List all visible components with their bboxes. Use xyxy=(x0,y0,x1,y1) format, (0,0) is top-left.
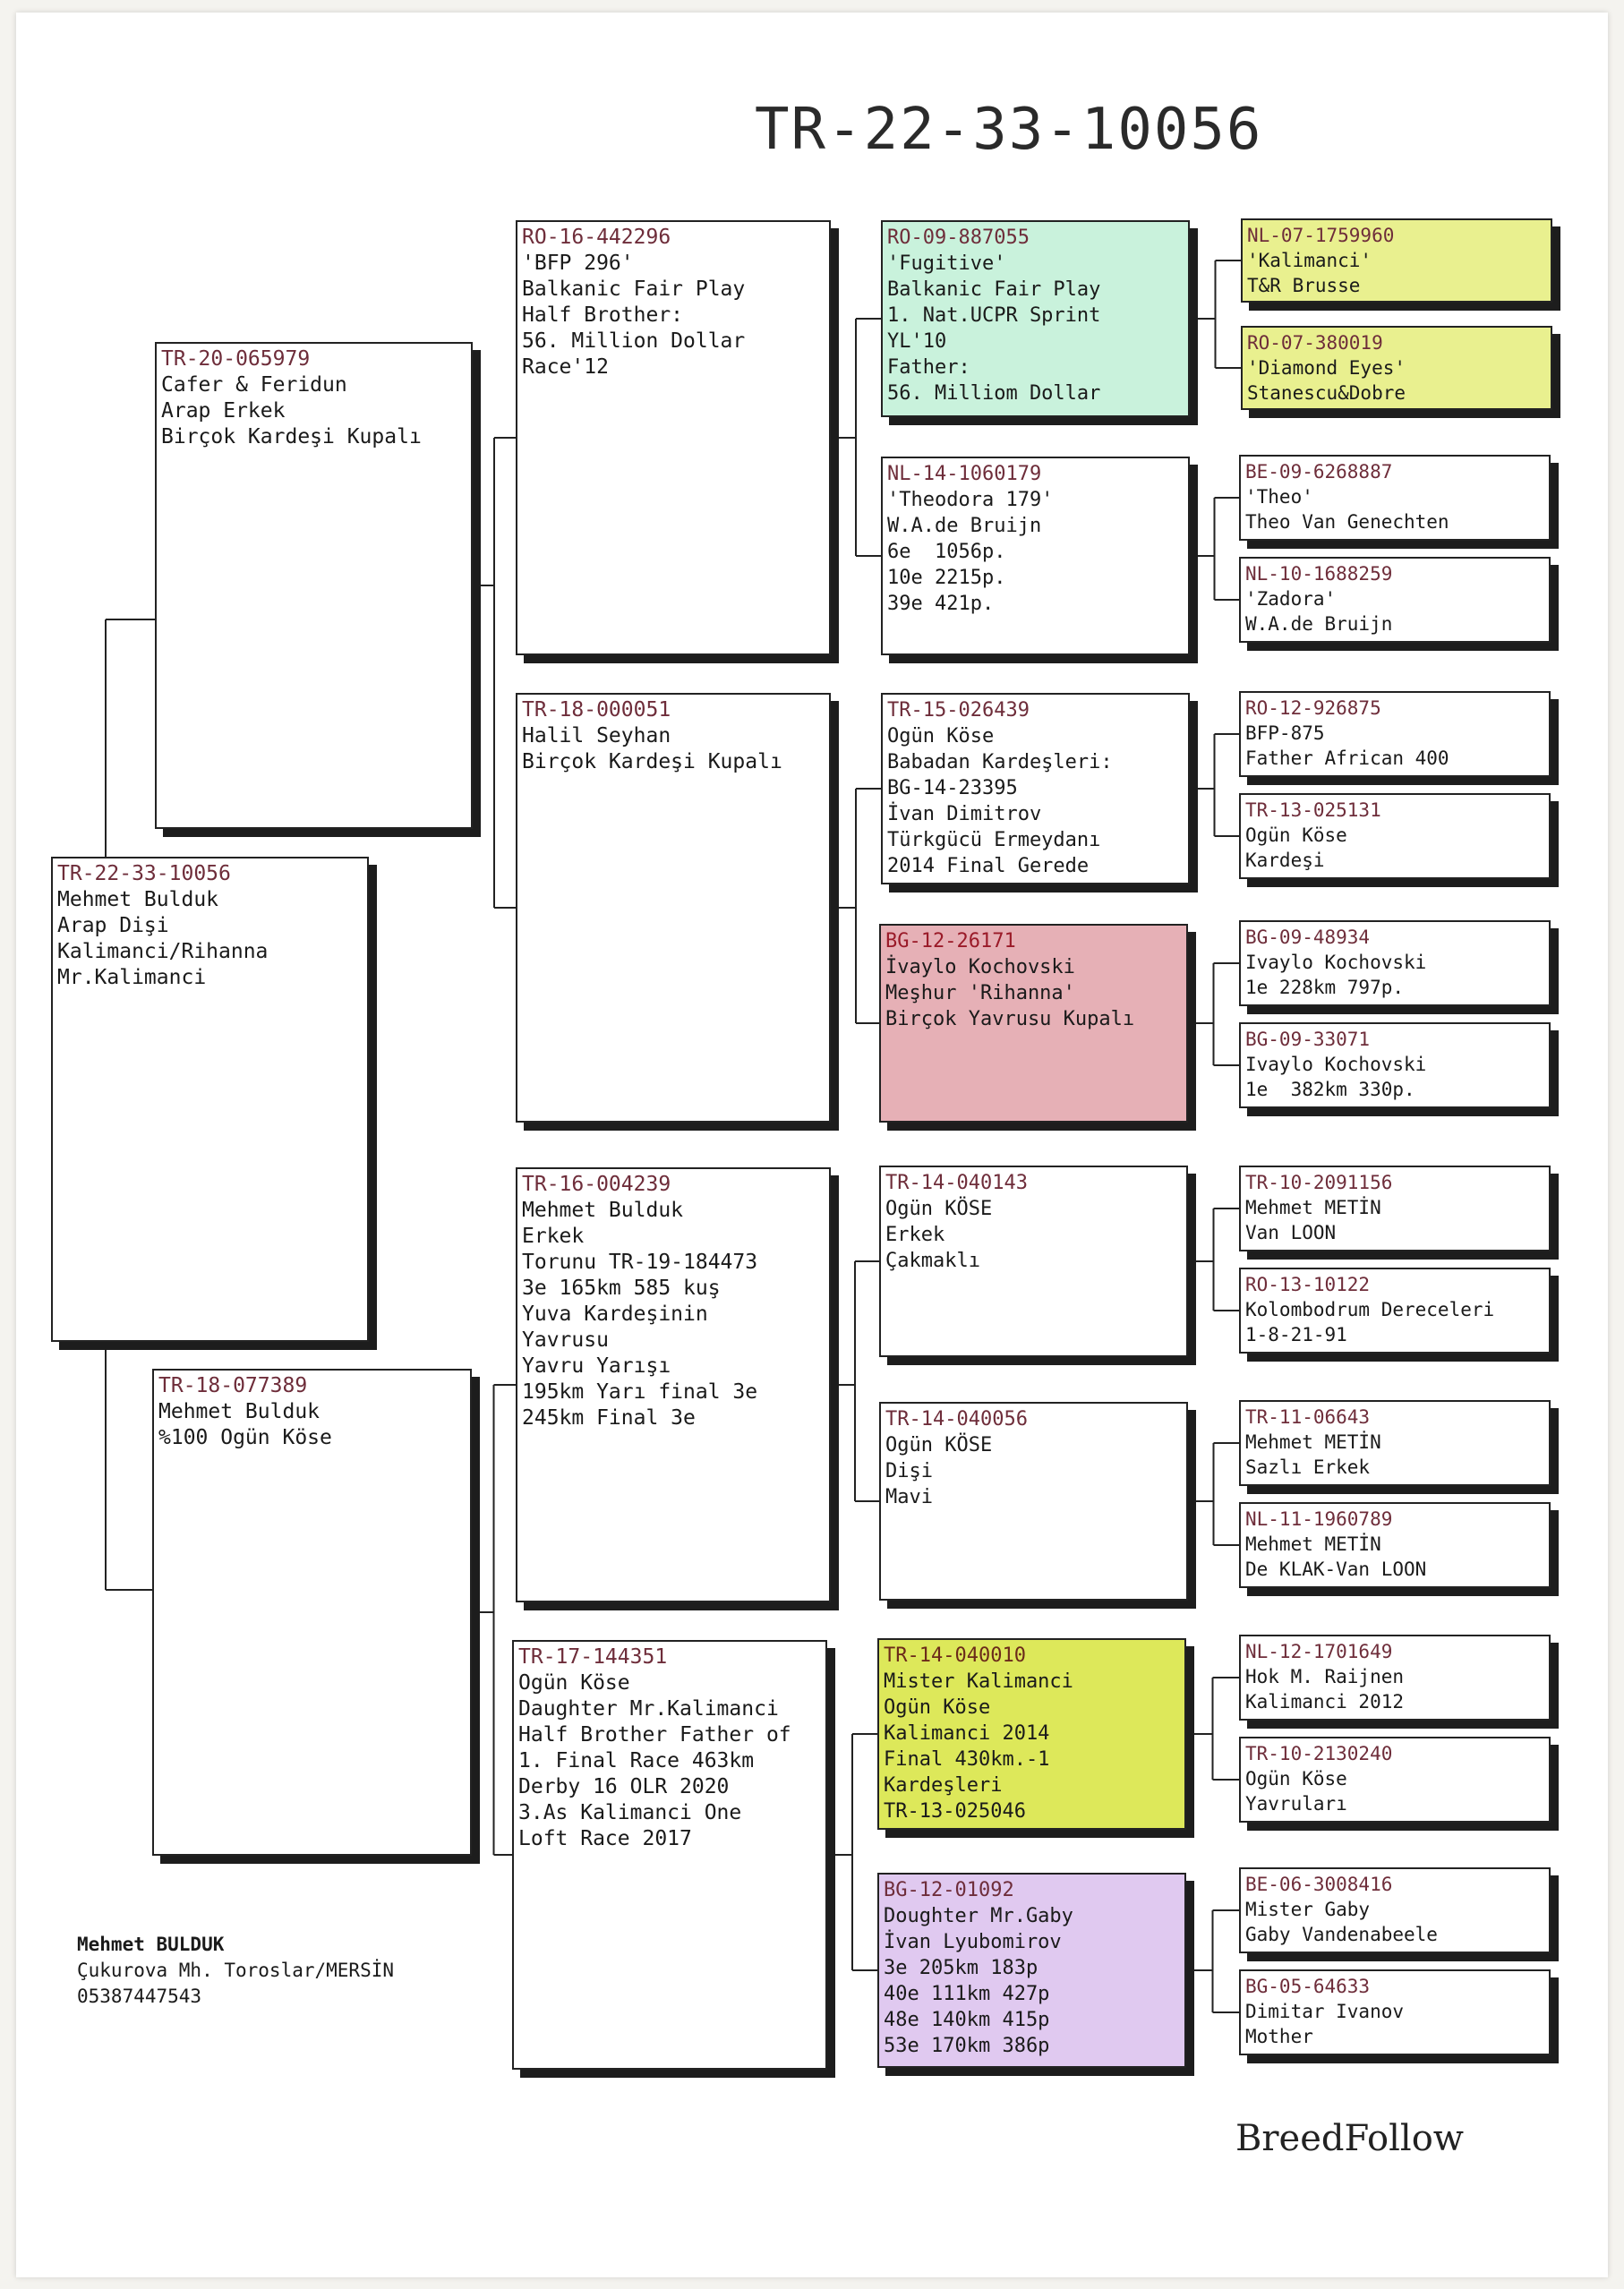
pedigree-line: Loft Race 2017 xyxy=(518,1827,692,1850)
pedigree-line: Final 430km.-1 xyxy=(884,1748,1050,1771)
pedigree-line: Kalimanci 2014 xyxy=(884,1722,1050,1745)
gg-grandparent-card xyxy=(1241,326,1552,410)
pedigree-line: Kalimanci 2012 xyxy=(1245,1691,1405,1712)
pedigree-line: 'Diamond Eyes' xyxy=(1247,357,1406,379)
gg-grandparent-card xyxy=(1239,691,1551,777)
pedigree-line: Yavru Yarışı xyxy=(522,1354,671,1378)
pedigree-line: Ogün KÖSE xyxy=(885,1434,993,1456)
pedigree-line: 56. Milliom Dollar xyxy=(887,382,1101,405)
pedigree-line: 6e 1056p. xyxy=(887,541,1006,563)
pedigree-line: Ogün Köse xyxy=(1245,1768,1347,1789)
ring-number: TR-18-077389 xyxy=(158,1374,308,1397)
pedigree-line: BFP-875 xyxy=(1245,722,1325,744)
pedigree-line: 1e 228km 797p. xyxy=(1245,977,1405,998)
pedigree-line: Balkanic Fair Play xyxy=(887,278,1101,301)
great-grandparent-card xyxy=(879,1402,1188,1601)
pedigree-line: İvaylo Kochovski xyxy=(885,956,1075,978)
pedigree-line: Meşhur 'Rihanna' xyxy=(885,982,1075,1004)
gg-grandparent-card xyxy=(1239,557,1551,643)
ring-number: RO-16-442296 xyxy=(522,226,671,249)
pedigree-line: Yuva Kardeşinin xyxy=(522,1303,708,1326)
great-grandparent-card xyxy=(877,1638,1186,1830)
pedigree-line: Mister Gaby xyxy=(1245,1899,1371,1920)
owner-info xyxy=(77,1932,394,2010)
pedigree-line: Hok M. Raijnen xyxy=(1245,1666,1405,1687)
great-grandparent-card xyxy=(881,457,1190,655)
gg-grandparent-card xyxy=(1239,1635,1551,1721)
pedigree-line: Father African 400 xyxy=(1245,747,1449,769)
ring-number: TR-20-065979 xyxy=(161,347,311,371)
ring-number: TR-13-025131 xyxy=(1245,799,1381,821)
pedigree-line: Halil Seyhan xyxy=(522,724,671,747)
pedigree-line: 10e 2215p. xyxy=(887,567,1006,589)
ring-number: TR-16-004239 xyxy=(522,1173,671,1196)
pedigree-line: Mr.Kalimanci xyxy=(57,966,207,989)
pedigree-line: Birçok Kardeşi Kupalı xyxy=(161,425,422,448)
pedigree-line: Mehmet METİN xyxy=(1245,1533,1381,1555)
gg-grandparent-card xyxy=(1239,1268,1551,1354)
pedigree-line: Dişi xyxy=(885,1460,933,1482)
pedigree-line: İvan Dimitrov xyxy=(887,803,1042,825)
pedigree-line: 'Zadora' xyxy=(1245,588,1337,610)
pedigree-line: Türkgücü Ermeydanı xyxy=(887,829,1101,851)
pedigree-line: Ogün Köse xyxy=(518,1671,630,1695)
ring-number: TR-11-06643 xyxy=(1245,1406,1371,1428)
pedigree-line: Mother xyxy=(1245,2026,1313,2047)
pedigree-line: Half Brother Father of xyxy=(518,1723,791,1747)
gg-grandparent-card xyxy=(1239,793,1551,879)
grandparent-card xyxy=(516,693,831,1123)
ring-number: TR-22-33-10056 xyxy=(57,862,231,885)
ring-number: BE-06-3008416 xyxy=(1245,1874,1393,1895)
subject-card xyxy=(51,857,369,1342)
pedigree-line: Theo Van Genechten xyxy=(1245,511,1449,533)
ring-number: BG-09-33071 xyxy=(1245,1029,1371,1050)
pedigree-line: Arap Dişi xyxy=(57,914,169,937)
ring-number: TR-14-040143 xyxy=(885,1172,1028,1194)
great-grandparent-card xyxy=(881,220,1190,417)
pedigree-line: Mehmet Bulduk xyxy=(57,888,219,911)
pedigree-line: Mister Kalimanci xyxy=(884,1670,1073,1693)
ring-number: NL-07-1759960 xyxy=(1247,225,1395,246)
ring-number: TR-14-040010 xyxy=(884,1644,1026,1667)
pedigree-line: Ogün KÖSE xyxy=(885,1198,993,1220)
pedigree-line: De KLAK-Van LOON xyxy=(1245,1559,1427,1580)
ring-number: BG-12-26171 xyxy=(885,930,1016,952)
pedigree-line: 'Fugitive' xyxy=(887,252,1006,275)
ring-number: BE-09-6268887 xyxy=(1245,461,1393,483)
gg-grandparent-card xyxy=(1239,1867,1551,1953)
pedigree-line: 'BFP 296' xyxy=(522,252,634,275)
brand-logo: BreedFollow xyxy=(1235,2118,1465,2159)
pedigree-line: 1. Nat.UCPR Sprint xyxy=(887,304,1101,327)
ring-number: BG-05-64633 xyxy=(1245,1976,1371,1997)
pedigree-line: Sazlı Erkek xyxy=(1245,1456,1371,1478)
pedigree-line: Ogün Köse xyxy=(1245,824,1347,846)
pedigree-line: T&R Brusse xyxy=(1247,275,1361,296)
pedigree-line: Van LOON xyxy=(1245,1222,1337,1243)
pedigree-line: 195km Yarı final 3e xyxy=(522,1380,758,1404)
ring-number: TR-17-144351 xyxy=(518,1645,668,1669)
gg-grandparent-card xyxy=(1239,920,1551,1006)
dam-card xyxy=(152,1369,472,1856)
grandparent-card xyxy=(516,1167,831,1602)
pedigree-line: Birçok Kardeşi Kupalı xyxy=(522,750,782,773)
page-title: TR-22-33-10056 xyxy=(755,97,1263,163)
pedigree-line: 245km Final 3e xyxy=(522,1406,696,1430)
pedigree-line: 48e 140km 415p xyxy=(884,2009,1050,2031)
great-grandparent-card xyxy=(879,1166,1188,1357)
gg-grandparent-card xyxy=(1239,1502,1551,1588)
owner-address: Çukurova Mh. Toroslar/MERSİN xyxy=(77,1960,395,1981)
pedigree-line: Stanescu&Dobre xyxy=(1247,382,1406,404)
pedigree-line: 'Theodora 179' xyxy=(887,489,1054,511)
pedigree-line: 39e 421p. xyxy=(887,593,995,615)
ring-number: TR-18-000051 xyxy=(522,698,671,722)
pedigree-line: %100 Ogün Köse xyxy=(158,1426,332,1449)
pedigree-line: Birçok Yavrusu Kupalı xyxy=(885,1008,1135,1030)
pedigree-line: Mehmet Bulduk xyxy=(158,1400,321,1423)
grandparent-card xyxy=(516,220,831,655)
pedigree-line: Kalimanci/Rihanna xyxy=(57,940,269,963)
gg-grandparent-card xyxy=(1241,218,1552,303)
ring-number: NL-12-1701649 xyxy=(1245,1641,1393,1662)
pedigree-line: Half Brother: xyxy=(522,303,684,327)
pedigree-line: 'Kalimanci' xyxy=(1247,250,1372,271)
pedigree-line: Torunu TR-19-184473 xyxy=(522,1251,758,1274)
pedigree-line: Ivaylo Kochovski xyxy=(1245,1054,1427,1075)
pedigree-line: W.A.de Bruijn xyxy=(1245,613,1393,635)
pedigree-line: Ogün Köse xyxy=(884,1696,991,1719)
gg-grandparent-card xyxy=(1239,1737,1551,1823)
pedigree-line: Father: xyxy=(887,356,970,379)
pedigree-line: YL'10 xyxy=(887,330,947,353)
ring-number: NL-14-1060179 xyxy=(887,463,1042,485)
pedigree-line: Mavi xyxy=(885,1486,933,1508)
pedigree-line: Kolombodrum Dereceleri xyxy=(1245,1299,1495,1320)
pedigree-line: BG-14-23395 xyxy=(887,777,1018,799)
owner-phone: 05387447543 xyxy=(77,1986,202,2007)
pedigree-line: Cafer & Feridun xyxy=(161,373,347,397)
ring-number: RO-07-380019 xyxy=(1247,332,1383,354)
ring-number: TR-10-2091156 xyxy=(1245,1172,1393,1193)
pedigree-line: Arap Erkek xyxy=(161,399,286,423)
pedigree-line: 40e 111km 427p xyxy=(884,1983,1050,2005)
gg-grandparent-card xyxy=(1239,1969,1551,2055)
gg-grandparent-card xyxy=(1239,1022,1551,1108)
pedigree-line: Doughter Mr.Gaby xyxy=(884,1905,1073,1927)
grandparent-card xyxy=(512,1640,827,2070)
pedigree-line: 1. Final Race 463km xyxy=(518,1749,755,1772)
pedigree-line: W.A.de Bruijn xyxy=(887,515,1042,537)
pedigree-line: 1-8-21-91 xyxy=(1245,1324,1347,1345)
pedigree-line: İvan Lyubomirov xyxy=(884,1931,1062,1953)
gg-grandparent-card xyxy=(1239,1166,1551,1251)
pedigree-line: Kardeşi xyxy=(1245,850,1325,871)
ring-number: TR-15-026439 xyxy=(887,699,1030,722)
ring-number: NL-10-1688259 xyxy=(1245,563,1393,585)
ring-number: RO-13-10122 xyxy=(1245,1274,1371,1295)
pedigree-line: Race'12 xyxy=(522,355,609,379)
gg-grandparent-card xyxy=(1239,1400,1551,1486)
pedigree-line: Balkanic Fair Play xyxy=(522,278,746,301)
pedigree-line: Erkek xyxy=(522,1225,585,1248)
great-grandparent-card xyxy=(879,924,1188,1123)
ring-number: BG-12-01092 xyxy=(884,1879,1014,1901)
pedigree-line: Gaby Vandenabeele xyxy=(1245,1924,1438,1945)
pedigree-line: Dimitar Ivanov xyxy=(1245,2001,1405,2022)
pedigree-line: Ivaylo Kochovski xyxy=(1245,952,1427,973)
ring-number: BG-09-48934 xyxy=(1245,927,1371,948)
pedigree-line: Mehmet METİN xyxy=(1245,1197,1381,1218)
owner-name: Mehmet BULDUK xyxy=(77,1934,225,1955)
pedigree-line: Yavruları xyxy=(1245,1793,1347,1815)
pedigree-line: Kardeşleri xyxy=(884,1774,1003,1797)
ring-number: TR-10-2130240 xyxy=(1245,1743,1393,1764)
pedigree-line: 2014 Final Gerede xyxy=(887,855,1090,877)
pedigree-line: Yavrusu xyxy=(522,1328,609,1352)
great-grandparent-card xyxy=(877,1873,1186,2068)
pedigree-line: Mehmet Bulduk xyxy=(522,1199,684,1222)
pedigree-line: 3.As Kalimanci One xyxy=(518,1801,742,1824)
pedigree-line: Ogün Köse xyxy=(887,725,995,747)
pedigree-line: Daughter Mr.Kalimanci xyxy=(518,1697,779,1721)
pedigree-line: 3e 205km 183p xyxy=(884,1957,1039,1979)
sire-card xyxy=(155,342,473,829)
ring-number: TR-14-040056 xyxy=(885,1408,1028,1431)
ring-number: RO-09-887055 xyxy=(887,226,1030,249)
gg-grandparent-card xyxy=(1239,455,1551,541)
pedigree-line: Çakmaklı xyxy=(885,1250,980,1272)
pedigree-line: 56. Million Dollar xyxy=(522,329,746,353)
pedigree-line: 'Theo' xyxy=(1245,486,1313,508)
pedigree-line: 1e 382km 330p. xyxy=(1245,1079,1415,1100)
pedigree-line: 3e 165km 585 kuş xyxy=(522,1277,721,1300)
pedigree-line: Derby 16 OLR 2020 xyxy=(518,1775,730,1798)
pedigree-line: Babadan Kardeşleri: xyxy=(887,751,1113,773)
pedigree-line: Mehmet METİN xyxy=(1245,1431,1381,1453)
pedigree-line: 53e 170km 386p xyxy=(884,2035,1050,2057)
pedigree-line: TR-13-025046 xyxy=(884,1800,1026,1823)
ring-number: RO-12-926875 xyxy=(1245,697,1381,719)
pedigree-line: Erkek xyxy=(885,1224,945,1246)
great-grandparent-card xyxy=(881,693,1190,884)
ring-number: NL-11-1960789 xyxy=(1245,1508,1393,1530)
